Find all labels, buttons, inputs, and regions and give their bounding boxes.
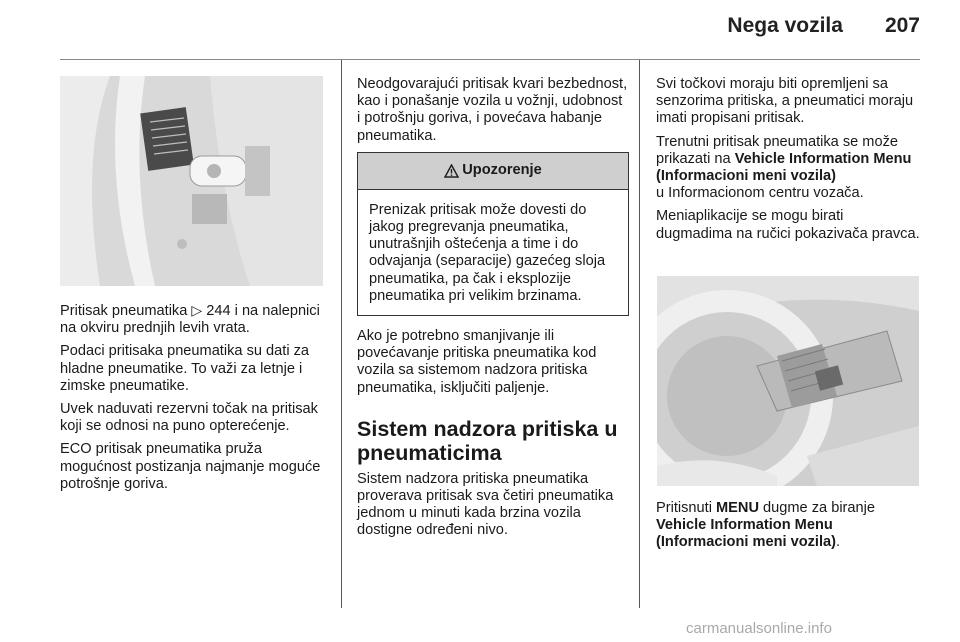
paragraph: Ako je potrebno smanjivanje ili povećavanje pritiska pneumatika kod vozila sa sistemom nadzora pritiska pneumatika, isključiti paljenje. — [357, 328, 597, 396]
column-1 — [60, 302, 330, 499]
page-header — [727, 14, 920, 44]
menu-name: Vehicle Information Menu (Informacioni meni vozila) — [656, 150, 912, 185]
watermark: carmanualsonline.info — [686, 620, 832, 637]
paragraph: Svi točkovi moraju biti opremljeni sa senzorima pritiska, a pneumatici moraju imati propisani pritisak. — [656, 76, 914, 127]
text: dugme za biranje — [759, 500, 876, 516]
column-3-bottom — [656, 500, 922, 558]
warning-box — [357, 152, 629, 316]
warning-header — [358, 153, 628, 190]
column-3 — [656, 76, 922, 249]
door-pillar-label-illustration — [60, 76, 323, 286]
header-rule — [60, 59, 920, 60]
paragraph — [656, 500, 922, 552]
menu-name: Vehicle Information Menu (Informacioni meni vozila) — [656, 517, 837, 551]
page-ref-arrow-icon: ▷ — [191, 302, 203, 318]
paragraph: Meniaplikacije se mogu birati dugmadima na ručici pokazivača pravca. — [656, 208, 920, 242]
text: Trenutni pritisak pneumatika se može prikazati na — [656, 133, 898, 167]
paragraph — [656, 134, 922, 203]
column-2 — [357, 76, 629, 546]
text: Pritisak pneumatika — [60, 303, 192, 319]
column-divider-1 — [341, 60, 342, 608]
page-number: 207 — [884, 14, 920, 37]
text: . — [836, 534, 841, 551]
section-title: Nega vozila — [727, 14, 843, 37]
paragraph: Sistem nadzora pritiska pneumatika proverava pritisak sva četiri pneumatika jednom u minuti kada brzina vozila dostigne određeni nivo. — [357, 470, 614, 539]
section-heading: Sistem nadzora pritiska u pneumaticima — [357, 416, 618, 465]
paragraph: ECO pritisak pneumatika pruža mogućnost postizanja najmanje moguće potrošnje goriva. — [60, 441, 321, 492]
paragraph: Neodgovarajući pritisak kvari bezbednost, kao i ponašanje vozila u vožnji, udobnost i potrošnju goriva, i povećava habanje pneumatika. — [357, 76, 628, 144]
column-divider-2 — [639, 60, 640, 608]
text: 244 i na nalepnici na okviru prednjih levih vrata. — [60, 303, 320, 337]
text: u Informacionom centru vozača. — [656, 185, 864, 202]
warning-text: Prenizak pritisak može dovesti do jakog pregrevanja pneumatika, unutrašnjih oštećenja a time i do odvajanja (separacije) gazećeg sloja pneumatika, pa čak i eksplozije pneumatika pri velikim brzinama. — [369, 201, 606, 304]
text: Pritisnuti — [656, 500, 717, 516]
paragraph: Podaci pritisaka pneumatika su dati za hladne pneumatike. To važi za letnje i zimske pneumatike. — [60, 343, 310, 394]
button-name: MENU — [716, 500, 759, 516]
warning-title: Upozorenje — [462, 162, 542, 179]
indicator-stalk-illustration — [657, 276, 919, 486]
paragraph — [60, 302, 330, 337]
warning-triangle-icon — [444, 164, 459, 178]
paragraph: Uvek naduvati rezervni točak na pritisak koji se odnosi na puno opterećenje. — [60, 401, 318, 435]
